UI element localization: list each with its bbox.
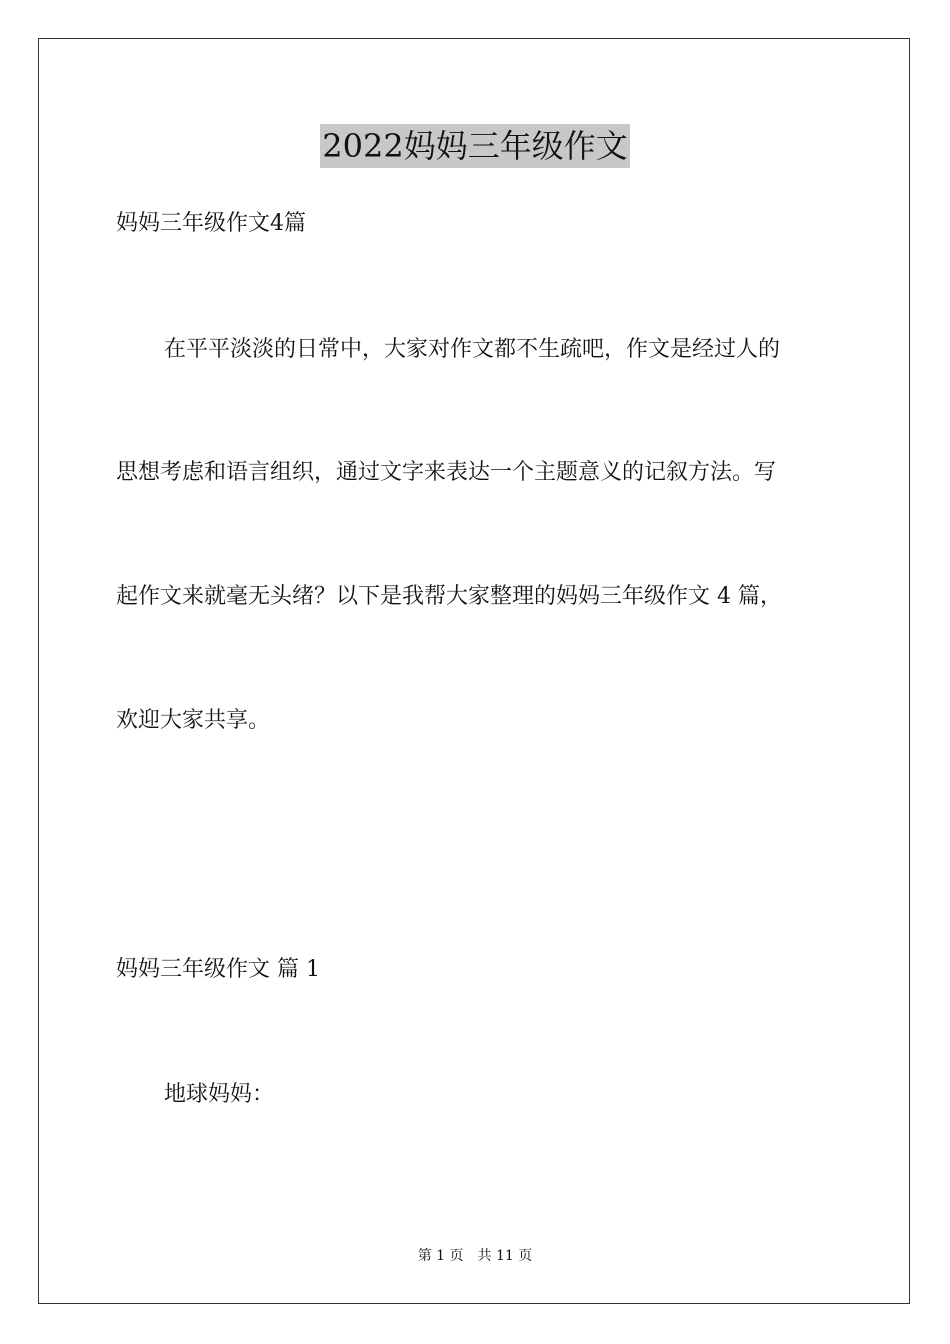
intro-line-3: 起作文来就毫无头绪？以下是我帮大家整理的妈妈三年级作文 4 篇， bbox=[116, 584, 782, 609]
page-total: 共 11 页 bbox=[477, 1248, 533, 1264]
page-number: 第 1 页 bbox=[417, 1248, 464, 1264]
intro-line-1: 在平平淡淡的日常中，大家对作文都不生疏吧，作文是经过人的 bbox=[164, 337, 781, 362]
page-footer bbox=[0, 1246, 950, 1266]
document-title-text: 2022妈妈三年级作文 bbox=[320, 124, 629, 168]
document-title bbox=[0, 124, 950, 168]
document-subtitle: 妈妈三年级作文4篇 bbox=[116, 211, 306, 236]
intro-line-2: 思想考虑和语言组织，通过文字来表达一个主题意义的记叙方法。写 bbox=[116, 460, 777, 485]
intro-line-4: 欢迎大家共享。 bbox=[116, 708, 271, 733]
salutation: 地球妈妈： bbox=[164, 1082, 275, 1107]
section-heading: 妈妈三年级作文 篇 1 bbox=[116, 957, 320, 982]
